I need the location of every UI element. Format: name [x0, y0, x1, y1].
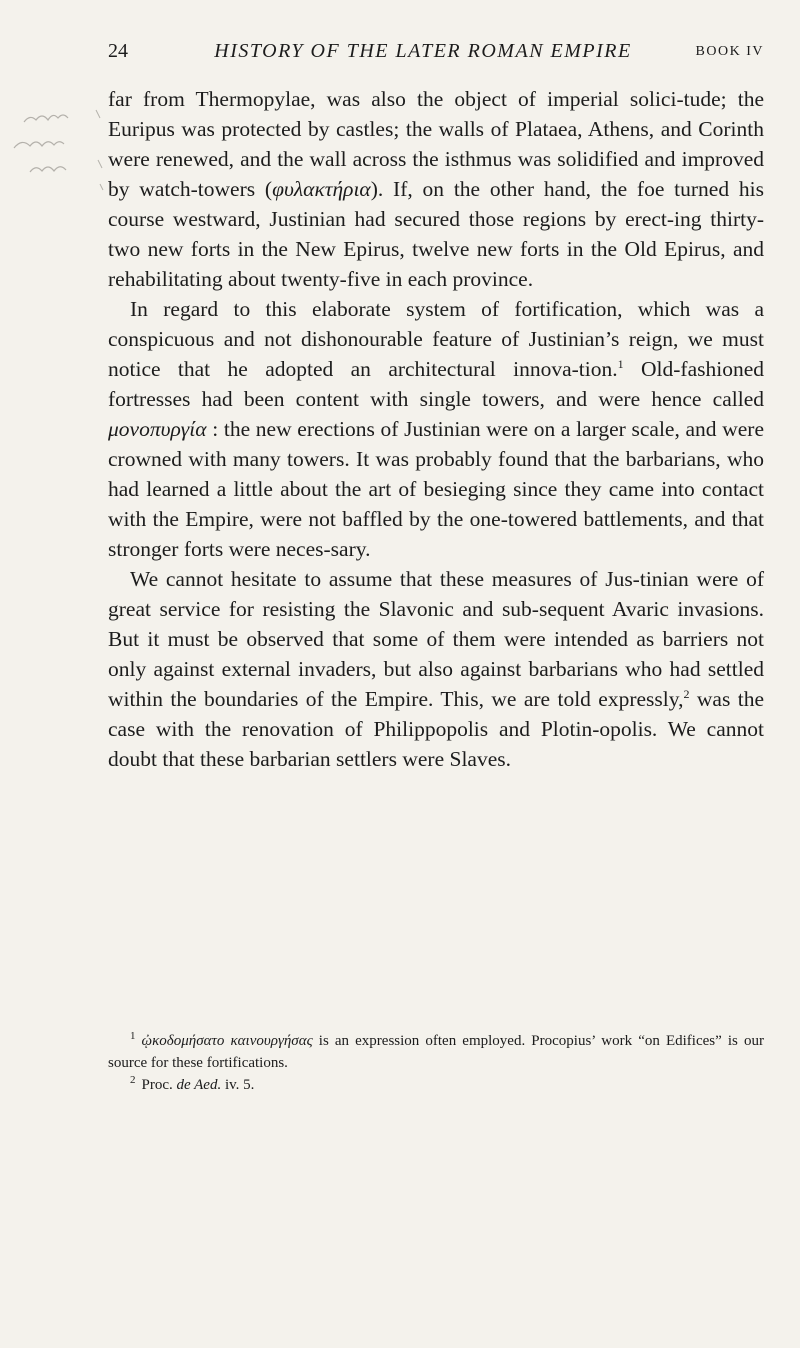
paragraph-2-text-c: : the new erections of Justinian were on a larger scale, and were crowned with many towers. It was probably found that the barbarians, who had learned a little about the art of besieging since they came into contact with the Empire, were not baffled by the one-towered battlements, and that stronger forts were neces-sary. — [108, 417, 764, 561]
footnote-1 — [108, 1030, 764, 1074]
paragraph-1-text-a: far from Thermopylae, was also the object of imperial solici-tude; the Euripus was protected by castles; the walls of Plataea, Athens, and Corinth were renewed, and the wall across the isthmus was solidified and improved by watch-towers ( — [108, 87, 764, 201]
greek-term-phylakteria: φυλακτήρια — [272, 177, 371, 201]
footnote-ref-1[interactable]: 1 — [617, 356, 624, 371]
paragraph-3 — [108, 564, 764, 774]
book-reference: BOOK IV — [695, 44, 764, 59]
footnote-2 — [108, 1074, 764, 1096]
paragraph-2-text-b: Old-fashioned fortresses had been content with single towers, and were hence called — [108, 357, 764, 411]
greek-term-monopyrgia: μονοπυργία — [108, 417, 207, 441]
body-text — [108, 84, 764, 774]
footnote-2-text-a: Proc. — [141, 1077, 177, 1093]
footnote-2-text-b: iv. 5. — [221, 1077, 255, 1093]
footnotes — [108, 1030, 764, 1096]
footnote-1-greek: ᾠκοδομήσατο καινουργήσας — [141, 1033, 313, 1049]
pencil-marginalia — [0, 90, 110, 200]
running-head — [108, 36, 764, 66]
paragraph-2 — [108, 294, 764, 564]
page-number: 24 — [108, 40, 128, 62]
footnote-ref-2[interactable]: 2 — [683, 686, 690, 701]
footnote-2-number: 2 — [130, 1074, 136, 1086]
paragraph-3-text-b: was the case with the renovation of Philippopolis and Plotin-opolis. We cannot doubt that these barbarian settlers were Slaves. — [108, 687, 764, 771]
paragraph-3-text-a: We cannot hesitate to assume that these measures of Jus-tinian were of great service for resisting the Slavonic and sub-sequent Avaric invasions. But it must be observed that some of them were intended as barriers not only against external invaders, but also against barbarians who had settled within the boundaries of the Empire. This, we are told expressly, — [108, 567, 764, 711]
paragraph-1-text-b: ). If, on the other hand, the foe turned his course westward, Justinian had secured those regions by erect-ing thirty-two new forts in the New Epirus, twelve new forts in the Old Epirus, and rehabilitating about twenty-five in each province. — [108, 177, 764, 291]
footnote-2-italic: de Aed. — [176, 1077, 222, 1093]
footnote-1-text: is an expression often employed. Procopius’ work “on Edifices” is our source for these fortifications. — [108, 1033, 764, 1071]
paragraph-1 — [108, 84, 764, 294]
running-title: HISTORY OF THE LATER ROMAN EMPIRE — [214, 40, 632, 62]
footnote-1-number: 1 — [130, 1030, 136, 1042]
paragraph-2-text-a: In regard to this elaborate system of fortification, which was a conspicuous and not dishonourable feature of Justinian’s reign, we must notice that he adopted an architectural innova-tion. — [108, 297, 764, 381]
